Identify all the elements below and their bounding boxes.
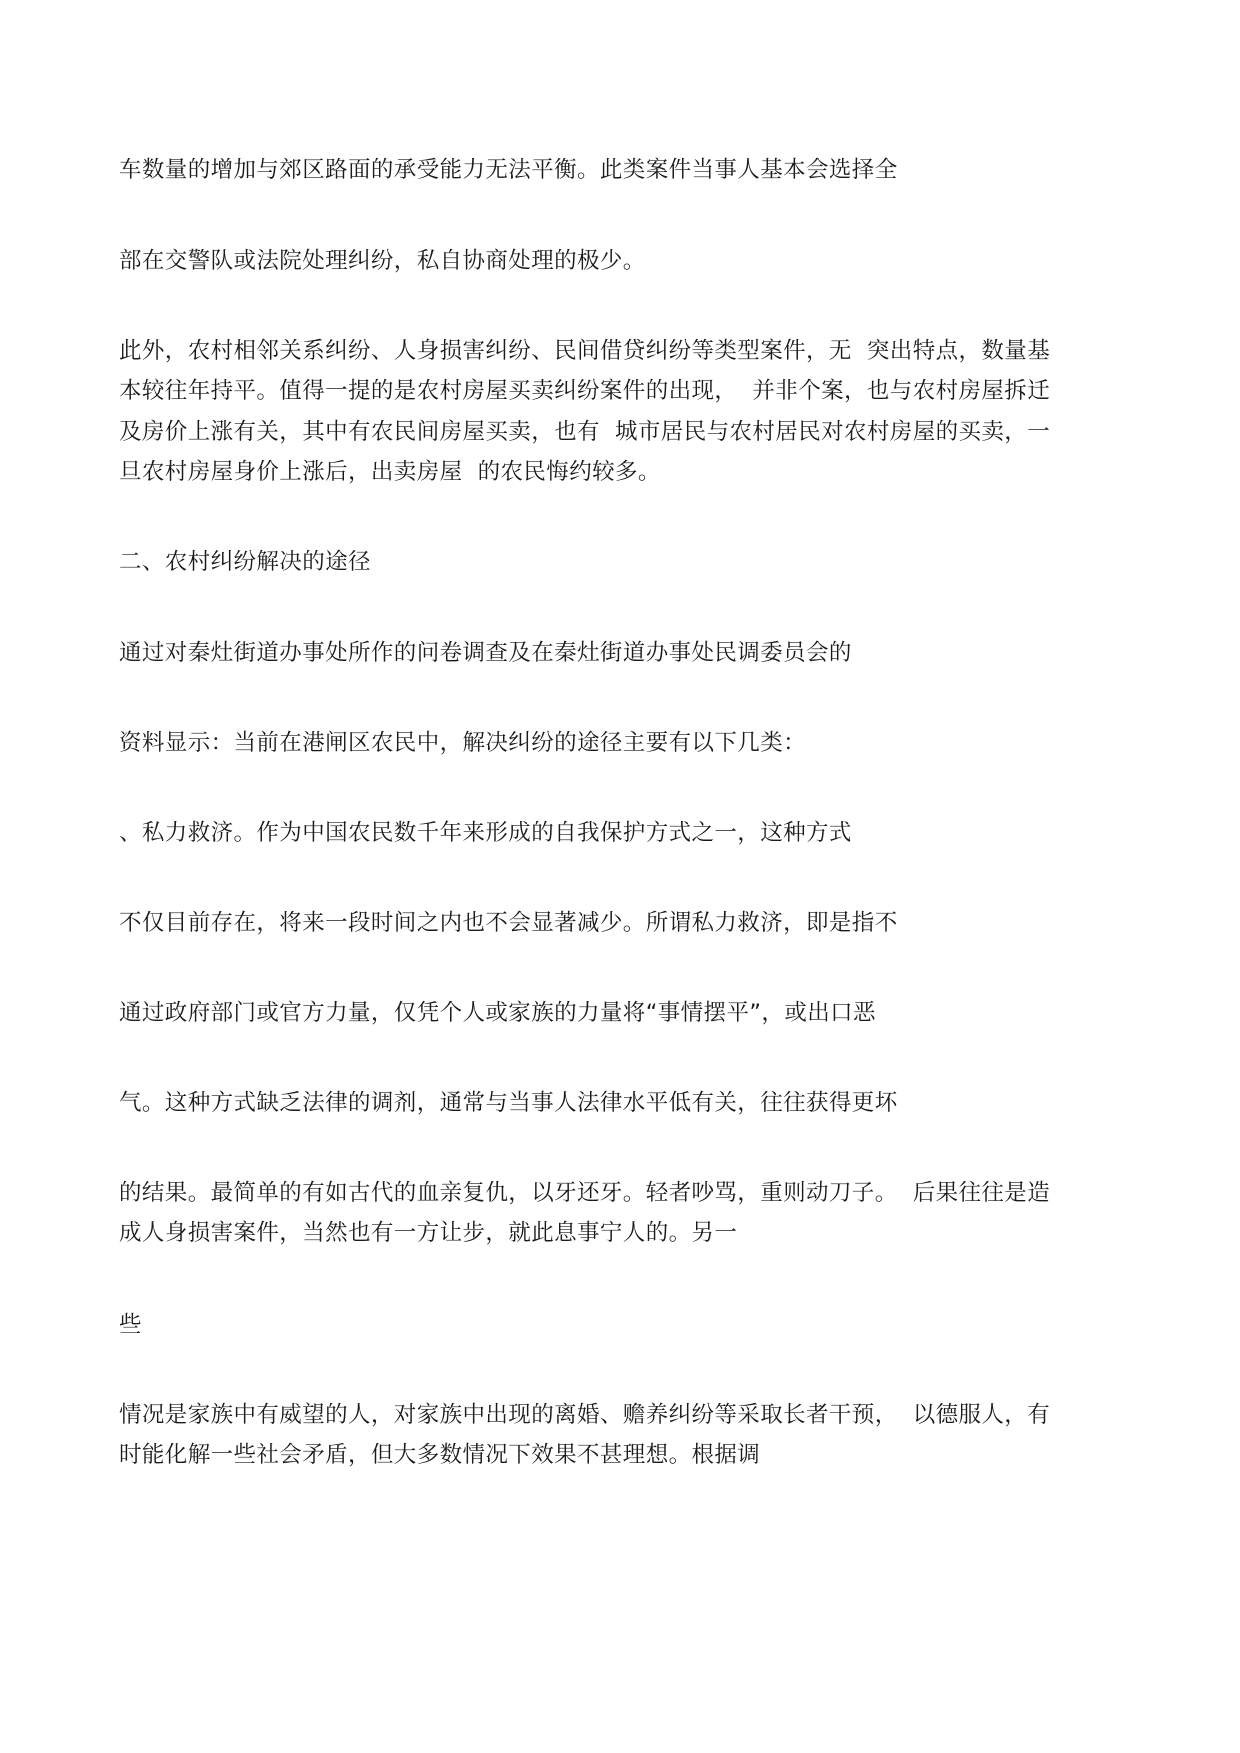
body-text-line: 部在交警队或法院处理纠纷，私自协商处理的极少。 xyxy=(119,248,646,274)
body-text-line: 些 xyxy=(119,1312,142,1338)
body-text-line: 旦农村房屋身价上涨后，出卖房屋 的农民悔约较多。 xyxy=(119,459,661,485)
body-text-line: 通过对秦灶街道办事处所作的问卷调查及在秦灶街道办事处民调委员会的 xyxy=(119,640,852,666)
body-text-line: 时能化解一些社会矛盾，但大多数情况下效果不甚理想。根据调 xyxy=(119,1442,761,1468)
body-text-line: 及房价上涨有关，其中有农民间房屋买卖，也有 城市居民与农村居民对农村房屋的买卖，一 xyxy=(119,419,1051,445)
body-text-line: 气。这种方式缺乏法律的调剂，通常与当事人法律水平低有关，往往获得更坏 xyxy=(119,1090,898,1116)
body-text-line: 本较往年持平。值得一提的是农村房屋买卖纠纷案件的出现， 并非个案，也与农村房屋拆迁 xyxy=(119,378,1051,404)
body-text-line: 通过政府部门或官方力量，仅凭个人或家族的力量将“事情摆平”，或出口恶 xyxy=(119,1000,876,1026)
body-text-line: 不仅目前存在，将来一段时间之内也不会显著减少。所谓私力救济，即是指不 xyxy=(119,910,898,936)
body-text-line: 的结果。最简单的有如古代的血亲复仇，以牙还牙。轻者吵骂，重则动刀子。 后果往往是造 xyxy=(119,1180,1051,1206)
body-text-line: 成人身损害案件，当然也有一方让步，就此息事宁人的。另一 xyxy=(119,1220,738,1246)
body-text-line: 此外，农村相邻关系纠纷、人身损害纠纷、民间借贷纠纷等类型案件，无 突出特点，数量基 xyxy=(119,338,1051,364)
body-text-line: 情况是家族中有威望的人，对家族中出现的离婚、赡养纠纷等采取长者干预， 以德服人，有 xyxy=(119,1402,1051,1428)
body-text-line: 车数量的增加与郊区路面的承受能力无法平衡。此类案件当事人基本会选择全 xyxy=(119,157,898,183)
body-text-line: 、私力救济。作为中国农民数千年来形成的自我保护方式之一，这种方式 xyxy=(119,820,852,846)
body-text-line: 资料显示：当前在港闸区农民中，解决纠纷的途径主要有以下几类： xyxy=(119,730,807,756)
section-heading: 二、农村纠纷解决的途径 xyxy=(119,549,371,575)
